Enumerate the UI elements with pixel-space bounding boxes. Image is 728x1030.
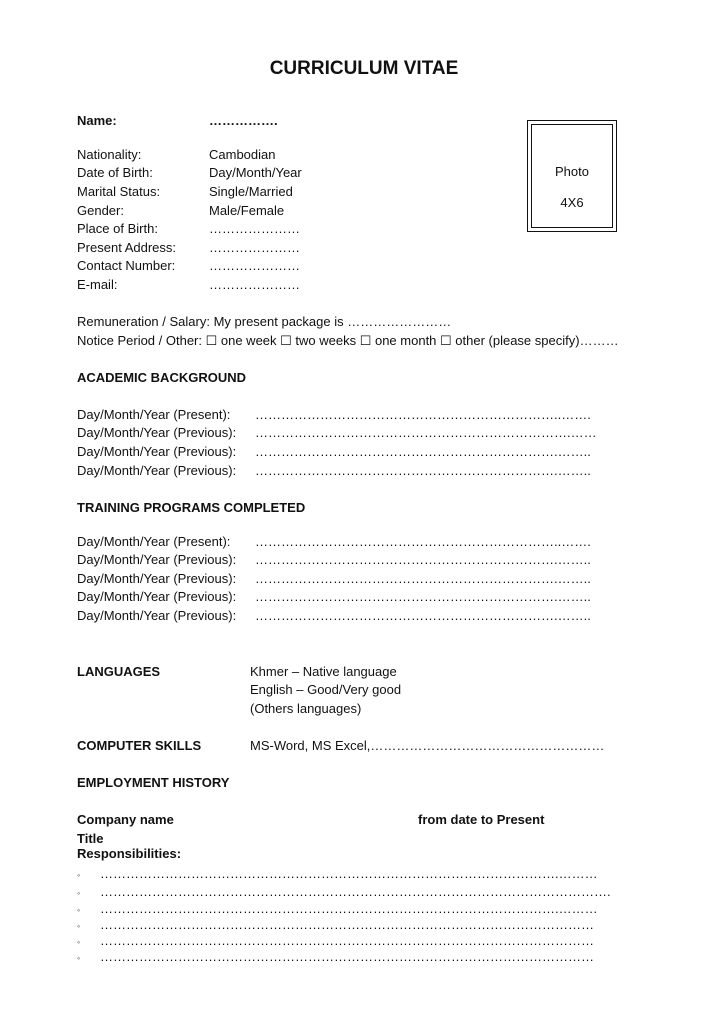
training-row-label: Day/Month/Year (Previous): <box>77 571 237 586</box>
academic-row-value: …………………………………………………………….…….. <box>255 463 591 478</box>
email-label: E-mail: <box>77 277 118 292</box>
responsibility-line: …………………………………………………………………………………………….……… <box>100 866 598 881</box>
training-row-value: …………………………………………………………….…….. <box>255 589 591 604</box>
training-row-label: Day/Month/Year (Previous): <box>77 552 237 567</box>
training-row-value: ……………………………………………………………..……. <box>255 534 591 549</box>
computer-skills-value: MS-Word, MS Excel,……………………………………………… <box>250 738 605 753</box>
academic-row-label: Day/Month/Year (Previous): <box>77 444 237 459</box>
responsibilities-label: Responsibilities: <box>77 846 182 861</box>
responsibility-line: …………………………………………………………………………………………………… <box>100 933 594 948</box>
bullet-icon: ◦ <box>77 905 81 915</box>
language-item: Khmer – Native language <box>250 664 397 679</box>
contact-number-value: ………………… <box>209 258 300 273</box>
training-row-label: Day/Month/Year (Present): <box>77 534 231 549</box>
present-address-value: ………………… <box>209 240 300 255</box>
employment-heading: EMPLOYMENT HISTORY <box>77 775 230 790</box>
languages-heading: LANGUAGES <box>77 664 161 679</box>
bullet-icon: ◦ <box>77 888 81 898</box>
bullet-icon: ◦ <box>77 921 81 931</box>
gender-value: Male/Female <box>209 203 285 218</box>
document-title: CURRICULUM VITAE <box>269 58 459 79</box>
present-address-label: Present Address: <box>77 240 176 255</box>
academic-row-label: Day/Month/Year (Previous): <box>77 425 237 440</box>
remuneration-line: Remuneration / Salary: My present package is …………………… <box>77 314 452 329</box>
training-heading: TRAINING PROGRAMS COMPLETED <box>77 500 306 515</box>
name-value: ……………. <box>209 113 278 128</box>
training-row-value: …………………………………………………………….…….. <box>255 571 591 586</box>
responsibility-line: ………………………………………………………………………………………………………. <box>100 884 611 899</box>
marital-status-label: Marital Status: <box>77 184 161 199</box>
academic-row-value: ……………………………………………………………….…… <box>255 425 597 440</box>
gender-label: Gender: <box>77 203 124 218</box>
photo-size-label: 4X6 <box>560 195 584 210</box>
dob-label: Date of Birth: <box>77 165 153 180</box>
dob-value: Day/Month/Year <box>209 165 302 180</box>
contact-number-label: Contact Number: <box>77 258 176 273</box>
academic-row-label: Day/Month/Year (Present): <box>77 407 231 422</box>
email-value: ………………… <box>209 277 300 292</box>
nationality-value: Cambodian <box>209 147 276 162</box>
language-item: (Others languages) <box>250 701 362 716</box>
training-row-value: …………………………………………………………….…….. <box>255 608 591 623</box>
company-name-label: Company name <box>77 812 174 827</box>
date-range-label: from date to Present <box>418 812 545 827</box>
nationality-label: Nationality: <box>77 147 142 162</box>
marital-status-value: Single/Married <box>209 184 293 199</box>
bullet-icon: ◦ <box>77 870 81 880</box>
computer-skills-heading: COMPUTER SKILLS <box>77 738 202 753</box>
name-label: Name: <box>77 113 117 128</box>
training-row-label: Day/Month/Year (Previous): <box>77 589 237 604</box>
place-of-birth-value: ………………… <box>209 221 300 236</box>
place-of-birth-label: Place of Birth: <box>77 221 158 236</box>
training-row-label: Day/Month/Year (Previous): <box>77 608 237 623</box>
language-item: English – Good/Very good <box>250 682 402 697</box>
academic-row-label: Day/Month/Year (Previous): <box>77 463 237 478</box>
responsibility-line: …………………………………………………………………………………………………… <box>100 949 594 964</box>
job-title-label: Title <box>77 831 104 846</box>
notice-period-line: Notice Period / Other: ☐ one week ☐ two weeks ☐ one month ☐ other (please specify)……… <box>77 333 619 348</box>
photo-box-inner-border <box>531 124 613 228</box>
bullet-icon: ◦ <box>77 953 81 963</box>
academic-row-value: …………………………………………………………….…….. <box>255 444 591 459</box>
responsibility-line: …………………………………………………………………………………………………… <box>100 917 594 932</box>
training-row-value: …………………………………………………………….…….. <box>255 552 591 567</box>
responsibility-line: …………………………………………………………………………………………….……… <box>100 901 598 916</box>
bullet-icon: ◦ <box>77 937 81 947</box>
academic-row-value: ……………………………………………………………..……. <box>255 407 591 422</box>
photo-box <box>527 120 617 232</box>
academic-heading: ACADEMIC BACKGROUND <box>77 370 246 385</box>
photo-label: Photo <box>555 164 589 179</box>
